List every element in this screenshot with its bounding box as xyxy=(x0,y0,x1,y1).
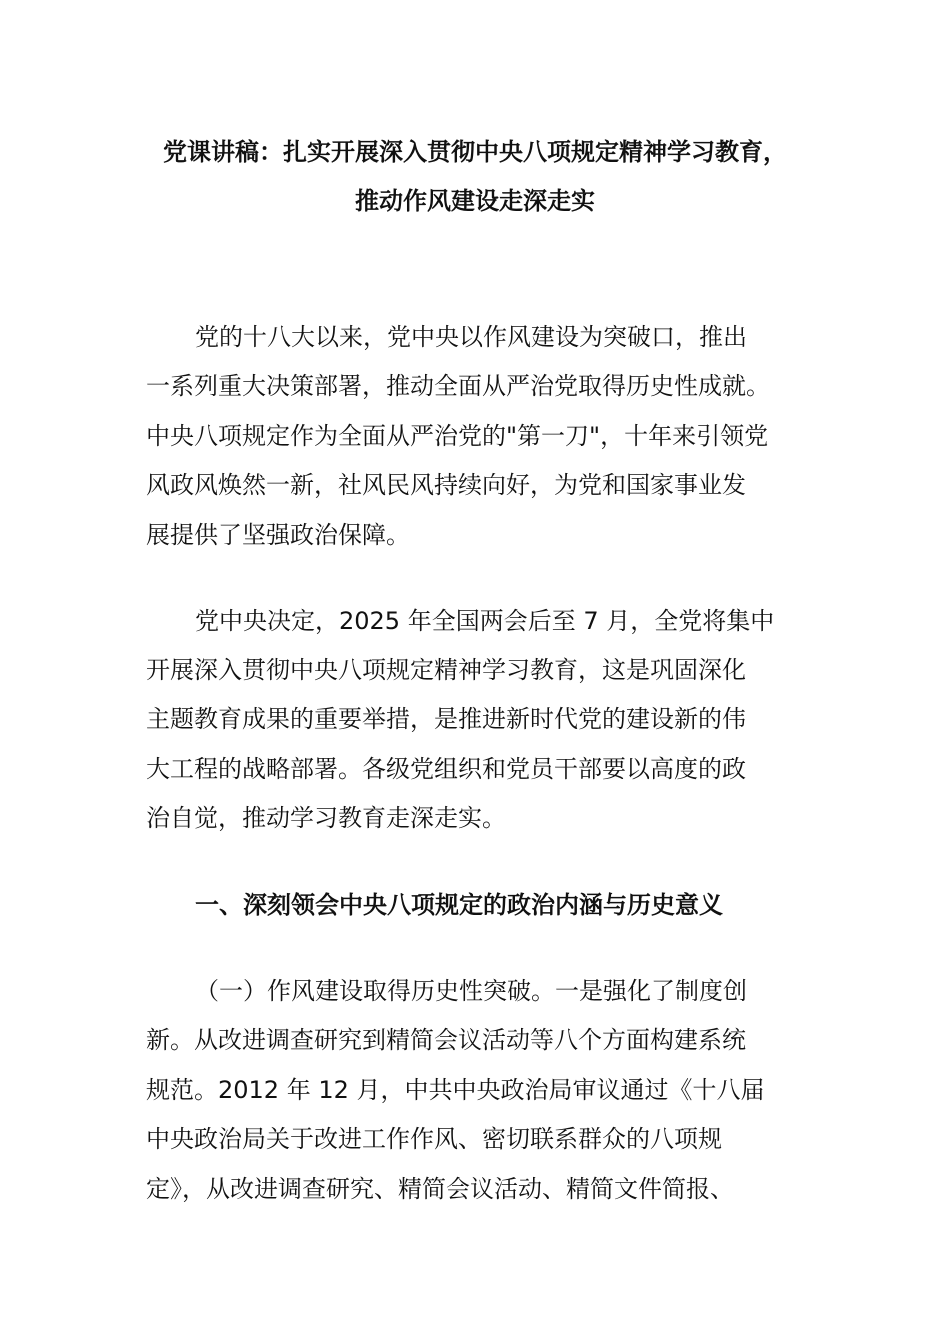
paragraph-3-line: （一）作风建设取得历史性突破。一是强化了制度创 xyxy=(195,977,747,1005)
section-heading: 一、深刻领会中央八项规定的政治内涵与历史意义 xyxy=(195,891,723,919)
paragraph-3-line: 新。从改进调查研究到精简会议活动等八个方面构建系统 xyxy=(146,1026,746,1054)
paragraph-2-line: 党中央决定，2025 年全国两会后至 7 月，全党将集中 xyxy=(195,607,775,635)
paragraph-1-line: 中央八项规定作为全面从严治党的"第一刀"，十年来引领党 xyxy=(146,422,769,450)
paragraph-1-line: 党的十八大以来，党中央以作风建设为突破口，推出 xyxy=(195,323,747,351)
paragraph-3-line: 规范。2012 年 12 月，中共中央政治局审议通过《十八届 xyxy=(146,1076,765,1104)
paragraph-2-line: 开展深入贯彻中央八项规定精神学习教育，这是巩固深化 xyxy=(146,656,746,684)
paragraph-1-line: 风政风焕然一新，社风民风持续向好，为党和国家事业发 xyxy=(146,471,746,499)
paragraph-2-line: 主题教育成果的重要举措，是推进新时代党的建设新的伟 xyxy=(146,705,746,733)
paragraph-1-line: 展提供了坚强政治保障。 xyxy=(146,521,410,549)
paragraph-3-line: 中央政治局关于改进工作作风、密切联系群众的八项规 xyxy=(146,1125,722,1153)
document-title-line-2: 推动作风建设走深走实 xyxy=(355,187,595,215)
paragraph-2-line: 大工程的战略部署。各级党组织和党员干部要以高度的政 xyxy=(146,755,746,783)
paragraph-1-line: 一系列重大决策部署，推动全面从严治党取得历史性成就。 xyxy=(146,372,770,400)
paragraph-3-line: 定》，从改进调查研究、精简会议活动、精简文件简报、 xyxy=(146,1175,734,1203)
paragraph-2-line: 治自觉，推动学习教育走深走实。 xyxy=(146,804,506,832)
document-title-line-1: 党课讲稿：扎实开展深入贯彻中央八项规定精神学习教育， xyxy=(163,138,787,166)
